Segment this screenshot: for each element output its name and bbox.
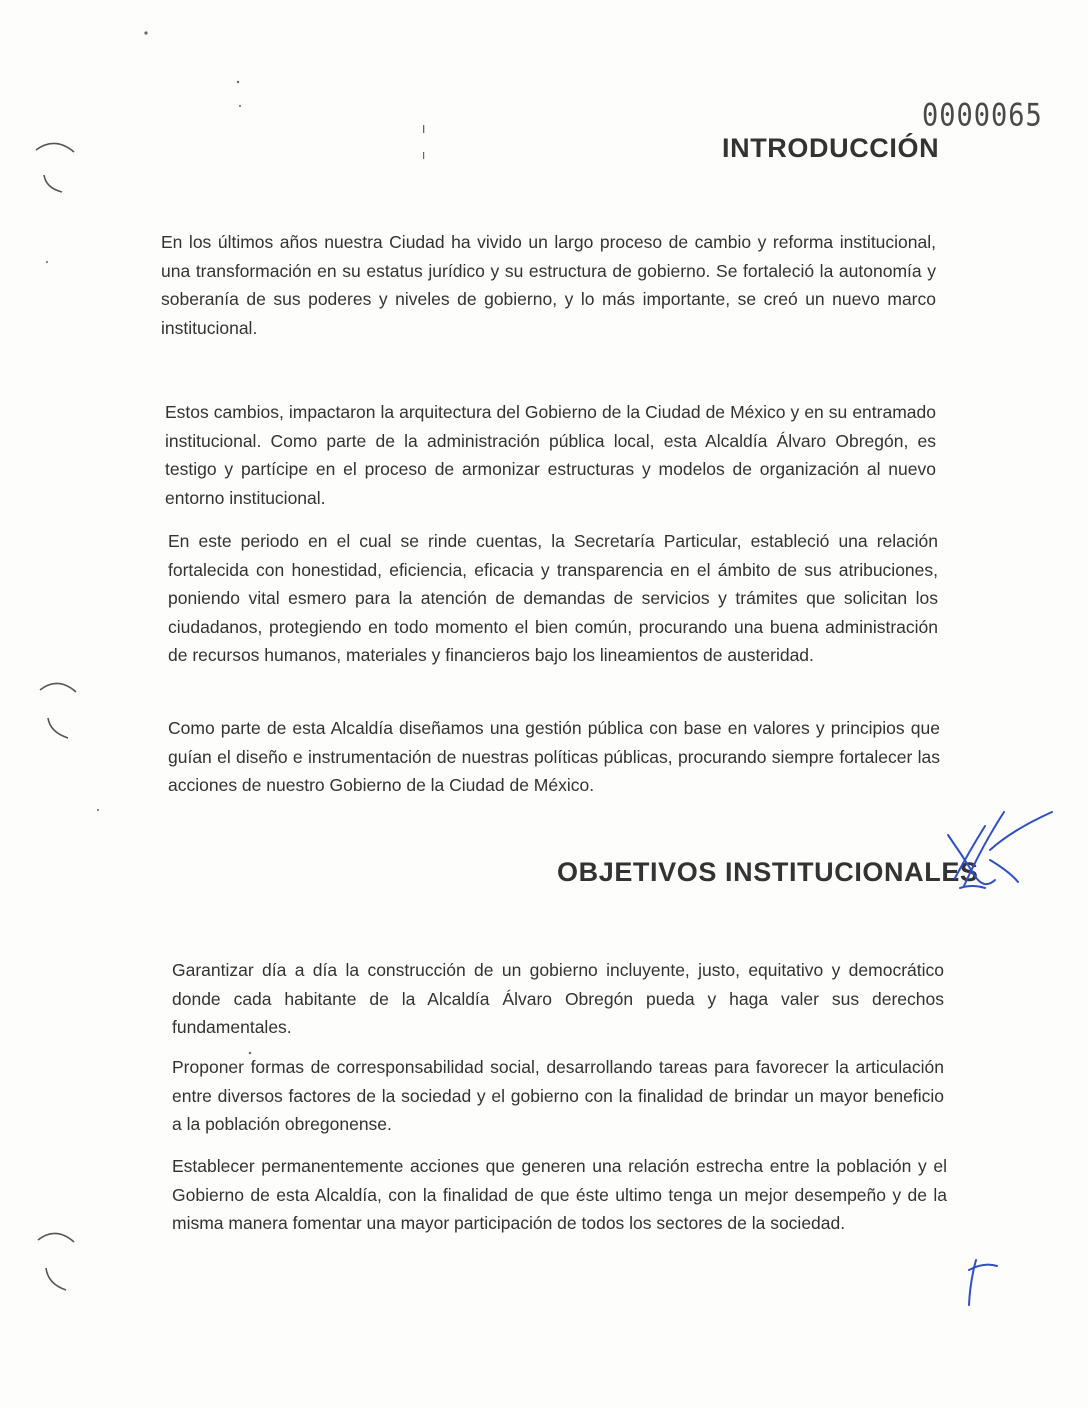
handwritten-initial (969, 1260, 997, 1305)
introduction-paragraph: Estos cambios, impactaron la arquitectura del Gobierno de la Ciudad de México y en su entramado institucional. Como parte de la administración pública local, esta Alcaldía Álvaro Obregón, es testigo y partícipe en el proceso de armonizar estructuras y modelos de organización al nuevo entorno institucional. (165, 402, 936, 508)
objectives-heading: OBJETIVOS INSTITUCIONALES (557, 857, 979, 887)
introduction-paragraph: En los últimos años nuestra Ciudad ha vivido un largo proceso de cambio y reforma institucional, una transformación en su estatus jurídico y su estructura de gobierno. Se fortaleció la autonomía y soberanía de sus poderes y niveles de gobierno, y lo más importante, se creó un nuevo marco institucional. (161, 232, 936, 338)
objective-paragraph: Garantizar día a día la construcción de un gobierno incluyente, justo, equitativo y democrático donde cada habitante de la Alcaldía Álvaro Obregón pueda y haga valer sus derechos fundamentales. (172, 960, 944, 1037)
binder-hole-top (36, 143, 74, 192)
objective-paragraph: Proponer formas de corresponsabilidad social, desarrollando tareas para favorecer la articulación entre diversos factores de la sociedad y el gobierno con la finalidad de brindar un mayor beneficio a la población obregonense. (172, 1057, 944, 1134)
introduction-paragraph: En este periodo en el cual se rinde cuentas, la Secretaría Particular, estableció una relación fortalecida con honestidad, eficiencia, eficacia y transparencia en el ámbito de sus atribuciones, poniendo vital esmero para la atención de demandas de servicios y trámites que solicitan los ciudadanos, protegiendo en todo momento el bien común, procurando una buena administración de recursos humanos, materiales y financieros bajo los lineamientos de austeridad. (168, 531, 938, 665)
binder-hole-middle (40, 683, 76, 738)
introduction-heading: INTRODUCCIÓN (722, 133, 940, 163)
introduction-paragraph: Como parte de esta Alcaldía diseñamos una gestión pública con base en valores y principios que guían el diseño e instrumentación de nuestras políticas públicas, procurando siempre fortalecer las acciones de nuestro Gobierno de la Ciudad de México. (168, 718, 940, 795)
folio-stamp: 0000065 (922, 98, 1043, 134)
objective-paragraph: Establecer permanentemente acciones que generen una relación estrecha entre la población y el Gobierno de esta Alcaldía, con la finalidad de que éste ultimo tenga un mejor desempeño y de la misma manera fomentar una mayor participación de todos los sectores de la sociedad. (172, 1156, 947, 1233)
binder-hole-bottom (38, 1233, 74, 1290)
